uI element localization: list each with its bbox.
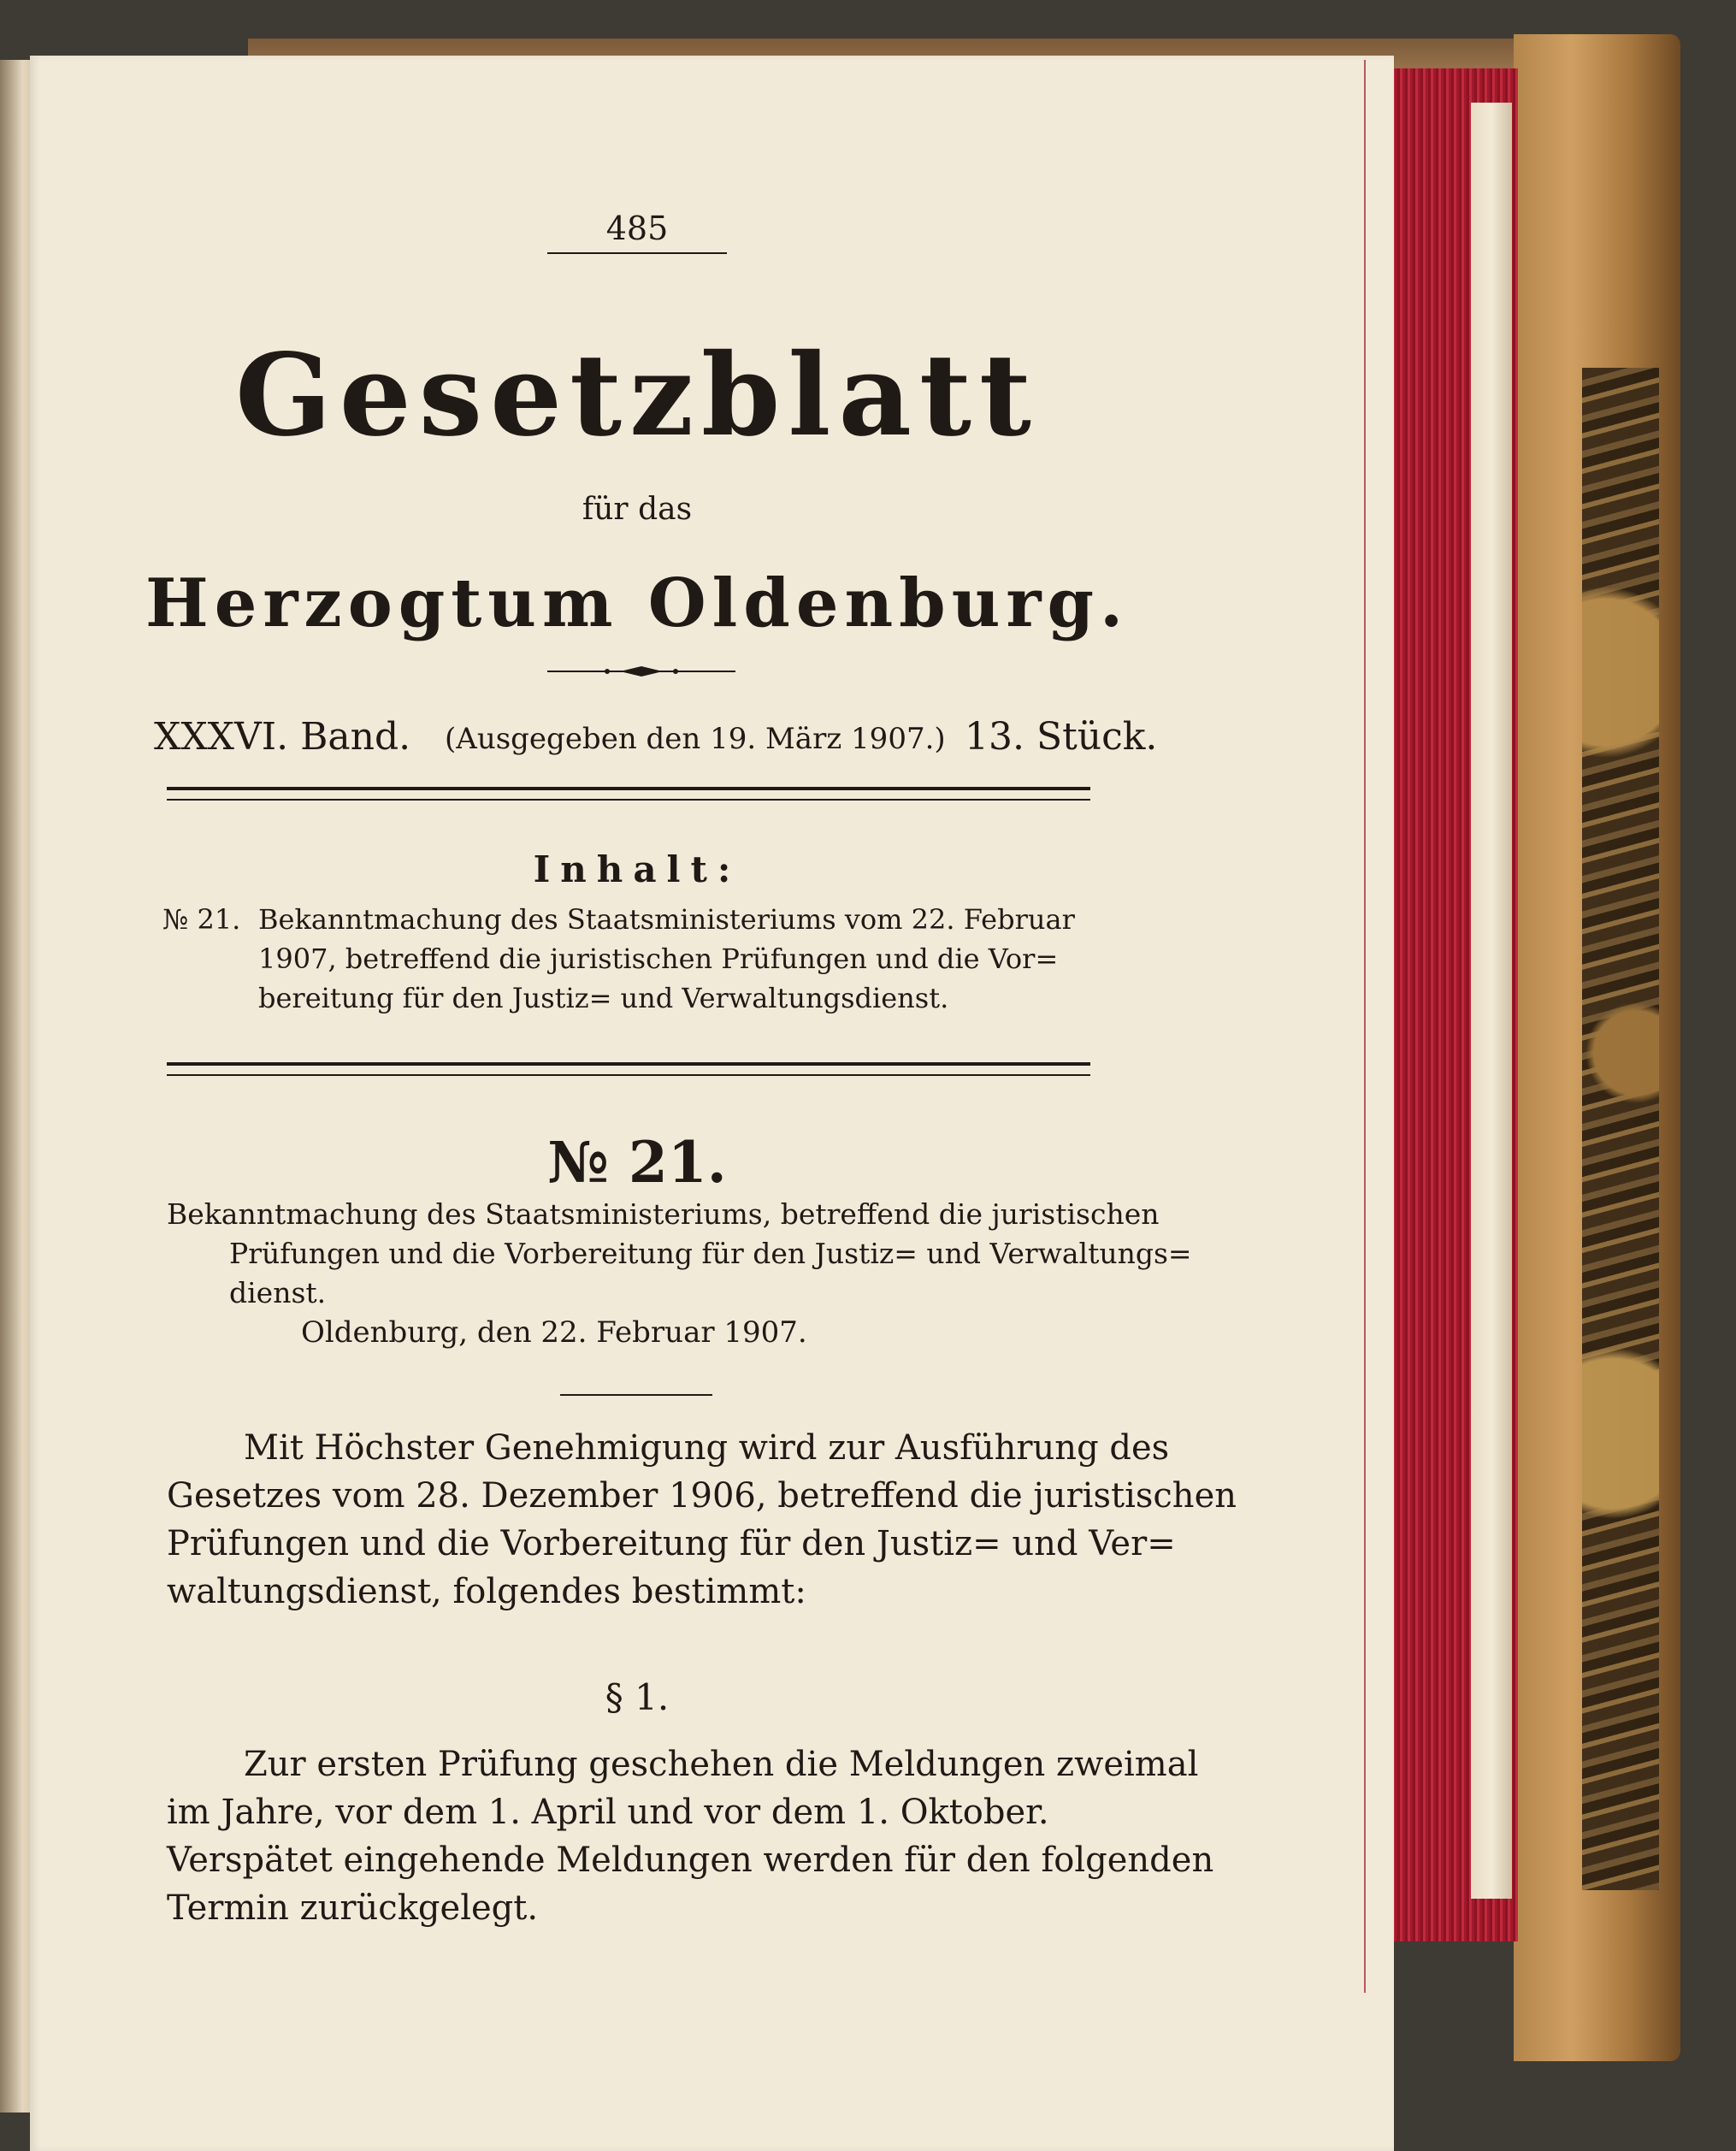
paragraph-line: Zur ersten Prüfung geschehen die Meldungen zweimal — [244, 1745, 1199, 1784]
intro-line: Gesetzes vom 28. Dezember 1906, betreffend die juristischen — [167, 1476, 1237, 1516]
page-title: Gesetzblatt — [235, 329, 1039, 462]
double-rule-bottom — [167, 799, 1090, 801]
page-margin-line — [1364, 60, 1366, 1993]
contents-line: 1907, betreffend die juristischen Prüfungen und die Vor= — [258, 943, 1059, 975]
marbled-cover — [1582, 368, 1659, 1890]
contents-heading: Inhalt: — [533, 848, 741, 890]
intro-line: Mit Höchster Genehmigung wird zur Ausführung des — [244, 1428, 1170, 1468]
contents-number: № 21. — [162, 903, 241, 936]
paragraph-heading: § 1. — [605, 1676, 670, 1718]
page-subtitle: Herzogtum Oldenburg. — [145, 564, 1130, 642]
page-number: 485 — [605, 210, 669, 247]
page-edges-cream — [1471, 103, 1512, 1899]
intro-line: waltungsdienst, folgendes bestimmt: — [167, 1572, 806, 1611]
paragraph-line: Termin zurückgelegt. — [167, 1888, 539, 1928]
section-number: № 21. — [547, 1129, 727, 1196]
title-connector: für das — [582, 492, 693, 527]
section-heading-line: dienst. — [229, 1276, 327, 1309]
double-rule-top — [167, 1062, 1090, 1066]
ornament-divider-icon — [547, 665, 735, 678]
volume-band: XXXVI. Band. — [154, 715, 411, 759]
short-divider — [560, 1394, 712, 1396]
page-number-rule — [547, 252, 727, 254]
issue-number: 13. Stück. — [965, 715, 1158, 759]
paragraph-line: im Jahre, vor dem 1. April und vor dem 1. Oktober. — [167, 1793, 1049, 1832]
double-rule-bottom — [167, 1074, 1090, 1076]
contents-line: Bekanntmachung des Staatsministeriums vom 22. Februar — [258, 903, 1075, 936]
double-rule-top — [167, 787, 1090, 790]
section-heading-line: Bekanntmachung des Staatsministeriums, betreffend die juristischen — [167, 1197, 1160, 1231]
issue-date: (Ausgegeben den 19. März 1907.) — [445, 722, 946, 756]
contents-line: bereitung für den Justiz= und Verwaltungsdienst. — [258, 982, 949, 1014]
place-date: Oldenburg, den 22. Februar 1907. — [301, 1315, 807, 1350]
section-heading-line: Prüfungen und die Vorbereitung für den Justiz= und Verwaltungs= — [229, 1237, 1192, 1270]
paragraph-line: Verspätet eingehende Meldungen werden für den folgenden — [167, 1841, 1214, 1880]
intro-line: Prüfungen und die Vorbereitung für den Justiz= und Ver= — [167, 1524, 1176, 1563]
